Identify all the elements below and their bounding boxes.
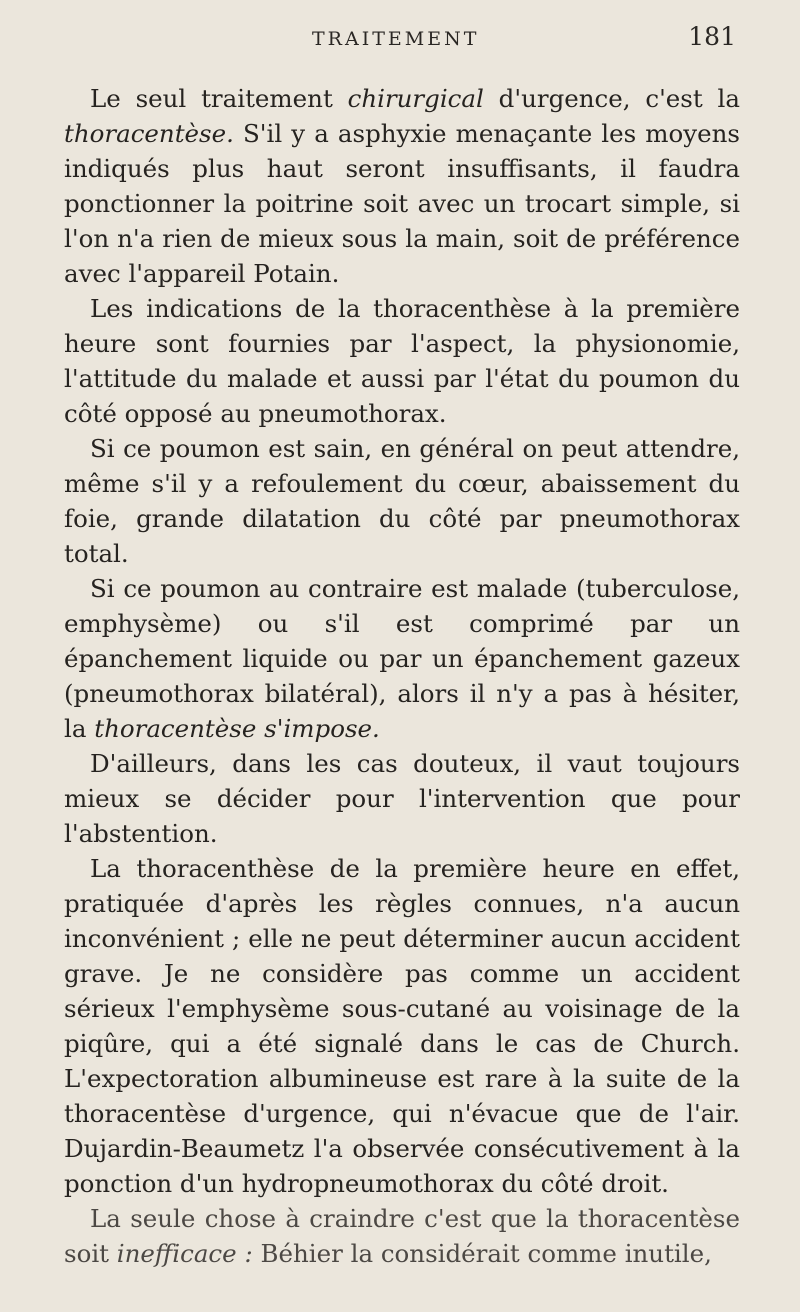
text-run: Les indications de la thoracenthèse à la première heure sont fournies par l'aspect, la physionomie, l'attitude du malade et aussi par l'état du poumon du côté opposé au pneumothorax.	[64, 294, 740, 428]
body-text	[64, 81, 740, 1271]
italic-text-run: inefficace :	[116, 1239, 253, 1268]
text-run: Béhier la considérait comme inutile,	[252, 1239, 712, 1268]
italic-text-run: thoracentèse.	[64, 119, 234, 148]
running-head: TRAITEMENT	[312, 28, 480, 50]
paragraph	[64, 851, 740, 1201]
text-run: S'il y a asphyxie menaçante les moyens indiqués plus haut seront insuffisants, il faudra ponctionner la poitrine soit avec un trocart simple, si l'on n'a rien de mieux sous la main, soit de préférence avec l'appareil Potain.	[64, 119, 740, 288]
paragraph	[64, 1201, 740, 1271]
text-run: D'ailleurs, dans les cas douteux, il vaut toujours mieux se décider pour l'intervention que pour l'abstention.	[64, 749, 740, 848]
paragraph	[64, 431, 740, 571]
italic-text-run: thoracentèse s'impose.	[94, 714, 380, 743]
paragraph	[64, 81, 740, 291]
paragraph	[64, 746, 740, 851]
paragraph	[64, 571, 740, 746]
paragraph	[64, 291, 740, 431]
text-run: Le seul traitement	[90, 84, 348, 113]
text-run: La seule chose à craindre c'est que la thoracentèse soit	[64, 1204, 740, 1268]
text-run: Si ce poumon au contraire est malade (tuberculose, emphysème) ou s'il est comprimé par un épanchement liquide ou par un épanchement gazeux (pneumothorax bilatéral), alors il n'y a pas à hésiter, la	[64, 574, 740, 743]
page-number: 181	[688, 22, 736, 51]
text-run: d'urgence, c'est la	[483, 84, 740, 113]
text-run: Si ce poumon est sain, en général on peut attendre, même s'il y a refoulement du cœur, abaissement du foie, grande dilatation du côté par pneumothorax total.	[64, 434, 740, 568]
text-run: La thoracenthèse de la première heure en effet, pratiquée d'après les règles connues, n'a aucun inconvénient ; elle ne peut déterminer aucun accident grave. Je ne considère pas comme un accident sérieux l'emphysème sous-cutané au voisinage de la piqûre, qui a été signalé dans le cas de Church. L'expectoration albumineuse est rare à la suite de la thoracentèse d'urgence, qui n'évacue que de l'air. Dujardin-Beaumetz l'a observée consécutivement à la ponction d'un hydropneumothorax du côté droit.	[64, 854, 740, 1198]
italic-text-run: chirurgical	[347, 84, 484, 113]
page-header	[64, 0, 740, 76]
